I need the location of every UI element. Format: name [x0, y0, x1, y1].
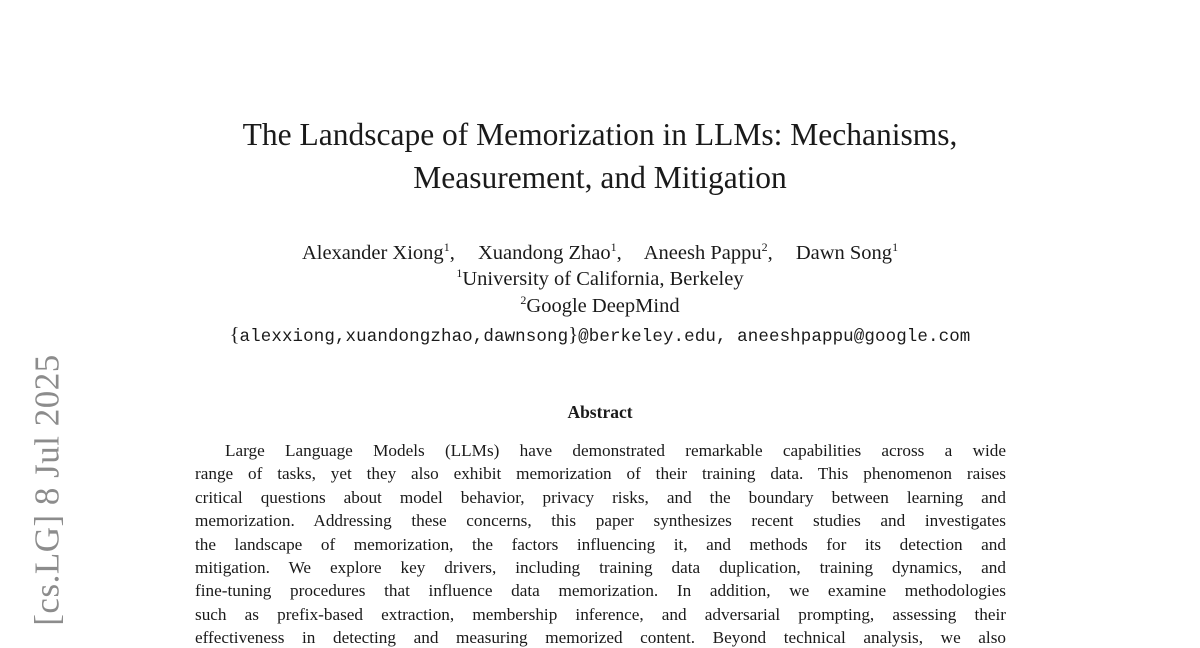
- author: Aneesh Pappu$^2$,: [643, 240, 773, 264]
- author-emails: {alexxiong,xuandongzhao,dawnsong}@berkeley.edu, aneeshpappu@google.com: [229, 324, 971, 347]
- affiliation-google-deepmind: $^2$Google DeepMind: [520, 293, 680, 317]
- author-list: [0, 240, 1200, 266]
- author: Alexander Xiong$^1$,: [301, 240, 455, 264]
- author: Xuandong Zhao$^1$,: [477, 240, 622, 264]
- abstract-line: Large Language Models (LLMs) have demonstrated remarkable capabilities across a wide: [225, 441, 1006, 460]
- abstract-line: memorization. Addressing these concerns, this paper synthesizes recent studies and investigates: [195, 511, 1006, 531]
- abstract-line: such as prefix-based extraction, membership inference, and adversarial prompting, assessing their: [195, 604, 1006, 624]
- abstract-line: critical questions about model behavior, privacy risks, and the boundary between learning and: [195, 487, 1006, 507]
- arxiv-stamp-text: [cs.LG] 8 Jul 2025: [28, 354, 67, 626]
- abstract-line: fine-tuning procedures that influence data memorization. In addition, we examine methodologies: [195, 581, 1006, 601]
- abstract-heading: Abstract: [567, 402, 633, 422]
- affiliation-berkeley: $^1$University of California, Berkeley: [456, 266, 744, 290]
- abstract-line: range of tasks, yet they also exhibit memorization of their training data. This phenomenon raises: [195, 464, 1006, 484]
- title-line-1: The Landscape of Memorization in LLMs: Mechanisms,: [242, 117, 958, 152]
- arxiv-side-stamp: [0, 350, 96, 630]
- abstract-line: mitigation. We explore key drivers, including training data duplication, training dynamics, and: [195, 558, 1006, 578]
- title-line-2: Measurement, and Mitigation: [413, 160, 787, 195]
- abstract-body: [195, 439, 1006, 648]
- author: Dawn Song$^1$: [795, 240, 899, 264]
- paper-title: [0, 113, 1200, 199]
- abstract-line: the landscape of memorization, the factors influencing it, and methods for its detection and: [195, 534, 1006, 554]
- abstract-line: effectiveness in detecting and measuring memorized content. Beyond technical analysis, we also: [195, 628, 1006, 648]
